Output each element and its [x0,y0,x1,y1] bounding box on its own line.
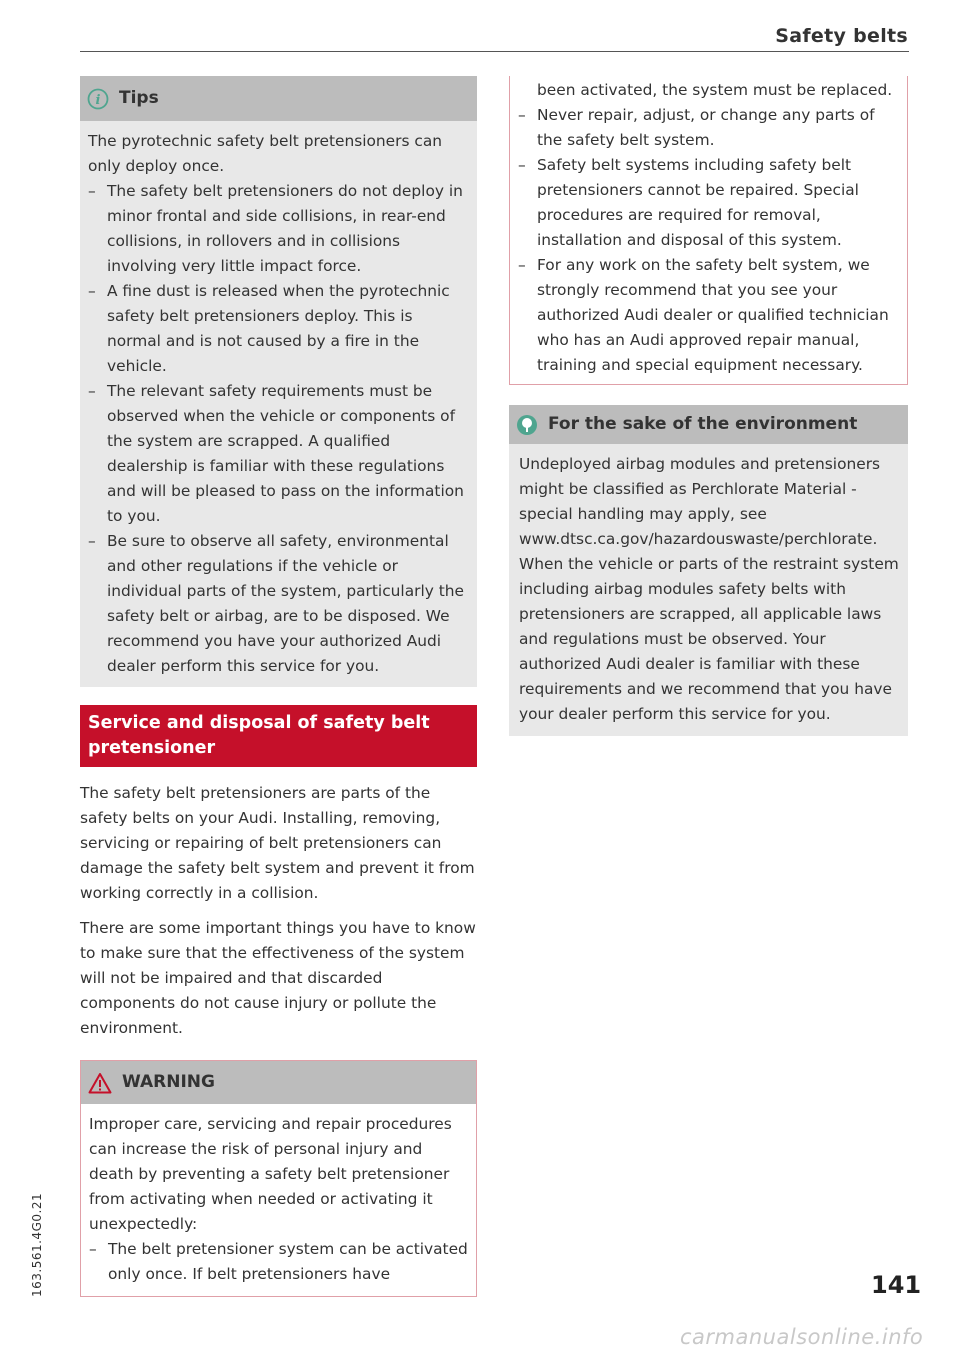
warning-item: – The belt pretensioner system can be activated only once. If belt pretensioners have [89,1237,468,1287]
service-body [80,781,477,1041]
warning-intro: Improper care, servicing and repair procedures can increase the risk of personal injury and death by preventing a safety belt pretensioner from activating when needed or activating it unexpectedly: [89,1115,452,1233]
environment-title: For the sake of the environment [548,414,858,434]
info-icon [87,88,109,110]
tips-item: – The safety belt pretensioners do not deploy in minor frontal and side collisions, in rear-end collisions, in rollovers and in collisions involving very little impact force. [88,179,469,279]
environment-box [509,405,908,736]
tips-intro: The pyrotechnic safety belt pretensioners can only deploy once. [88,132,443,175]
environment-text: Undeployed airbag modules and pretensioners might be classified as Perchlorate Material -special handling may apply, see www.dtsc.ca.gov/hazardouswaste/perchlorate. When the vehicle or parts of the restraint system including airbag modules safety belts with pretensioners are scrapped, all applicable laws and regulations must be observed. Your authorized Audi dealer is familiar with these requirements and we recommend that you have your dealer perform this service for you. [519,455,899,723]
warning-continuation-list [518,103,899,378]
warning-box [80,1060,477,1297]
warning-list [89,1237,468,1287]
service-heading: Service and disposal of safety belt pretensioner [80,705,477,767]
tips-item: – Be sure to observe all safety, environmental and other regulations if the vehicle or individual parts of the system, particularly the safety belt or airbag, are to be disposed. We recommend you have your authorized Audi dealer perform this service for you. [88,529,469,679]
warning-continuation-box [509,76,908,385]
document-code: 163.561.4G0.21 [30,1192,44,1297]
tips-title: Tips [119,88,159,108]
environment-icon [516,414,538,436]
tips-header [80,76,477,121]
left-column [80,0,477,1297]
tips-box [80,76,477,687]
watermark: carmanualsonline.info [680,1325,924,1349]
warning-item: – For any work on the safety belt system, we strongly recommend that you see your authorized Audi dealer or qualified technician who has an Audi approved repair manual, training and special equipment necessary. [518,253,899,378]
svg-text:i: i [95,92,101,108]
warning-body [81,1104,476,1296]
service-paragraph: There are some important things you have to know to make sure that the effectiveness of the system will not be impaired and that discarded components do not cause injury or pollute the environment. [80,919,476,1037]
warning-triangle-icon [88,1072,112,1094]
warning-title: WARNING [122,1072,215,1092]
page-number: 141 [871,1271,922,1299]
tips-item: – The relevant safety requirements must be observed when the vehicle or components of the system are scrapped. A qualified dealership is familiar with these regulations and will be pleased to pass on the information to you. [88,379,469,529]
environment-body [509,444,908,736]
tips-item: – A fine dust is released when the pyrotechnic safety belt pretensioners deploy. This is normal and is not caused by a fire in the vehicle. [88,279,469,379]
warning-continuation-body [510,76,907,384]
tips-body [80,121,477,687]
tips-list [88,179,469,679]
warning-item: – Never repair, adjust, or change any parts of the safety belt system. [518,103,899,153]
service-paragraph: The safety belt pretensioners are parts of the safety belts on your Audi. Installing, removing, servicing or repairing of belt pretensioners can damage the safety belt system and prevent it from working correctly in a collision. [80,784,475,902]
warning-continuation-text: been activated, the system must be replaced. [537,81,893,99]
right-column [509,76,908,736]
environment-header [509,405,908,444]
section-title: Safety belts [775,25,908,47]
warning-item: – Safety belt systems including safety belt pretensioners cannot be repaired. Special procedures are required for removal, installation and disposal of this system. [518,153,899,253]
warning-header [81,1061,476,1104]
